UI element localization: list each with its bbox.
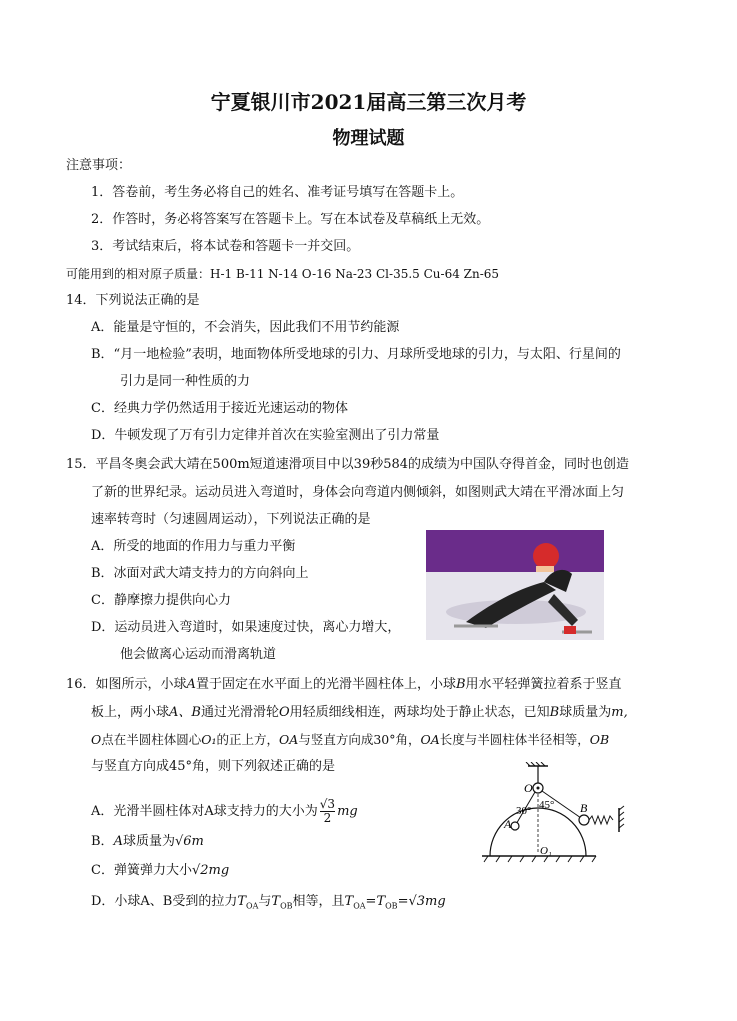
q14-option-c: C．经典力学仍然适用于接近光速运动的物体 — [91, 401, 348, 416]
q14-option-a: A．能量是守恒的，不会消失，因此我们不用节约能源 — [91, 320, 400, 335]
notes-heading: 注意事项： — [66, 158, 132, 173]
q16-option-a: A．光滑半圆柱体对A球支持力的大小为 $\frac{√3}{2}$ mg — [91, 797, 358, 825]
page-subtitle: 物理试题 — [332, 128, 405, 149]
q16-option-c: C．弹簧弹力大小√2mg — [91, 863, 230, 878]
q16-option-d: D．小球A、B受到的拉力$T_{OA}$与$T_{OB}$相等，且$T_{OA}=T_{OB}=√3mg$ — [91, 894, 446, 911]
q14-option-b: B．“月一地检验”表明，地面物体所受地球的引力、月球所受地球的引力，与太阳、行星间的 — [91, 347, 621, 362]
q16-stem-line3: O点在半圆柱体圆心O₁的正上方，OA与竖直方向成30°角，OA长度与半圆柱体半径相等，OB — [91, 732, 610, 747]
note-item: 2．作答时，务必将答案写在答题卡上。写在本试卷及草稿纸上无效。 — [91, 212, 490, 227]
label-o1: O₁ — [540, 845, 552, 857]
page-title: 宁夏银川市2021届高三第三次月考 — [210, 90, 527, 114]
q15-option-a: A．所受的地面的作用力与重力平衡 — [91, 539, 296, 554]
q15-stem: 速率转弯时（匀速圆周运动），下列说法正确的是 — [91, 512, 371, 527]
q16-stem-line2: 板上，两小球A、B通过光滑滑轮O用轻质细线相连，两球均处于静止状态，已知B球质量为m, — [91, 705, 628, 720]
note-item: 1．答卷前，考生务必将自己的姓名、准考证号填写在答题卡上。 — [91, 185, 464, 200]
q15-option-d: D．运动员进入弯道时，如果速度过快，离心力增大， — [91, 620, 401, 635]
physics-diagram — [478, 762, 628, 868]
q14-option-d: D．牛顿发现了万有引力定律并首次在实验室测出了引力常量 — [91, 428, 440, 443]
atomic-mass-line: 可能用到的相对原子质量：H-1 B-11 N-14 O-16 Na-23 Cl-35.5 Cu-64 Zn-65 — [66, 267, 500, 281]
q15-stem: 15．平昌冬奥会武大靖在500m短道速滑项目中以39秒584的成绩为中国队夺得首金，同时也创造 — [66, 457, 630, 472]
label-a: A — [504, 817, 512, 831]
q16-option-b: B．A球质量为√6m — [91, 834, 204, 849]
q16-stem-line1: 16．如图所示，小球A置于固定在水平面上的光滑半圆柱体上，小球B用水平轻弹簧拉着系于竖直 — [66, 677, 622, 692]
angle-30: 30° — [516, 805, 532, 817]
speed-skater-photo — [426, 530, 604, 640]
q15-option-c: C．静摩擦力提供向心力 — [91, 593, 231, 608]
q14-option-b-cont: 引力是同一种性质的力 — [120, 374, 251, 389]
angle-45: 45° — [539, 799, 555, 811]
q15-option-b: B．冰面对武大靖支持力的方向斜向上 — [91, 566, 309, 581]
q15-stem: 了新的世界纪录。运动员进入弯道时，身体会向弯道内侧倾斜，如图则武大靖在平滑冰面上匀 — [91, 485, 625, 500]
q15-option-d-cont: 他会做离心运动而滑离轨道 — [120, 647, 277, 662]
label-o: O — [524, 781, 533, 795]
q14-stem: 14．下列说法正确的是 — [66, 293, 200, 308]
note-item: 3．考试结束后，将本试卷和答题卡一并交回。 — [91, 239, 360, 254]
label-b: B — [580, 801, 588, 815]
q16-stem-line4: 与竖直方向成45°角，则下列叙述正确的是 — [91, 759, 336, 774]
